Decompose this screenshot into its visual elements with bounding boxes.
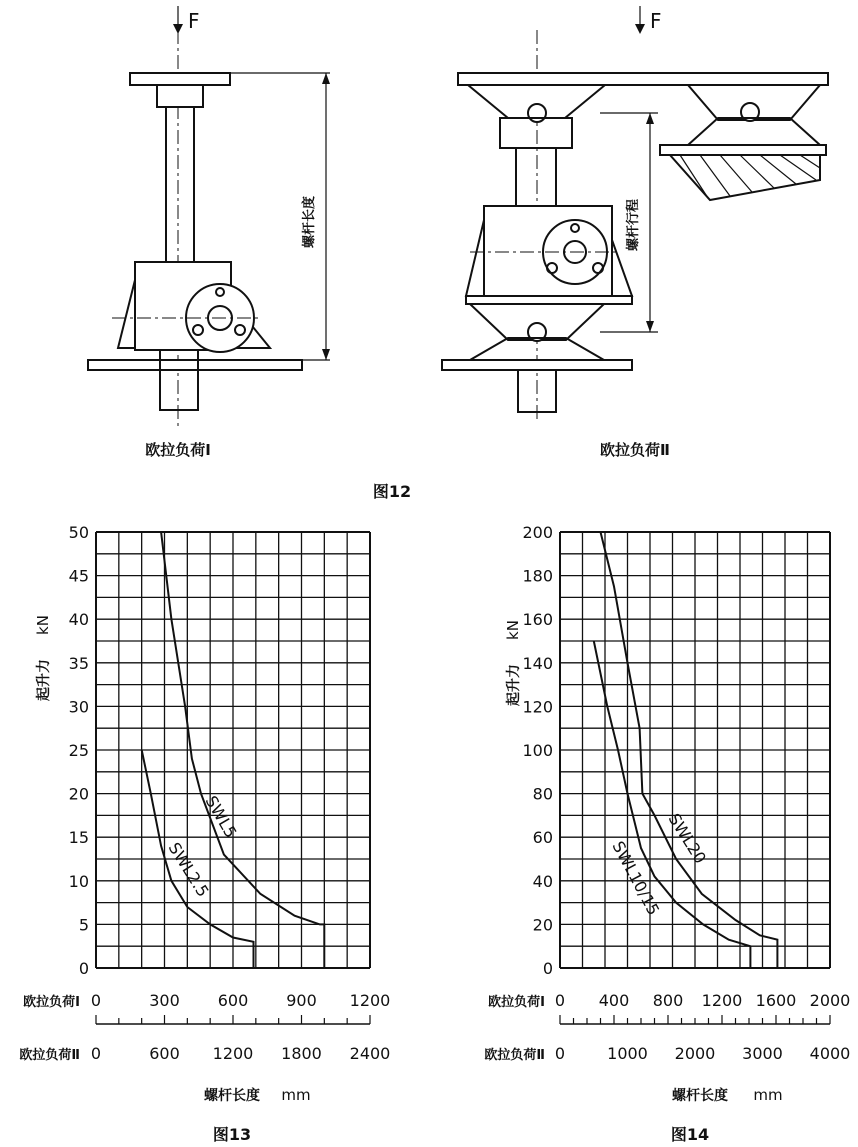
y-tick-label: 5 — [78, 915, 89, 935]
y-tick-label: 15 — [68, 828, 89, 848]
x-tick-label-case1: 1600 — [755, 991, 797, 1010]
x-axis-case1-label: 欧拉负荷Ⅰ — [488, 995, 545, 1010]
y-tick-label: 30 — [68, 697, 89, 717]
x-tick-label-case2: 4000 — [809, 1044, 851, 1063]
y-tick-label: 10 — [68, 871, 89, 891]
series-label: SWL5 — [201, 792, 241, 842]
x-tick-label-case1: 900 — [286, 991, 317, 1010]
x-tick-label-case2: 1000 — [607, 1044, 648, 1063]
figure-title: 图14 — [670, 1125, 710, 1144]
y-tick-label: 20 — [68, 784, 89, 804]
force-label-left: F — [188, 9, 200, 33]
x-tick-label-case1: 2000 — [809, 991, 851, 1010]
figure-12-title: 图12 — [372, 482, 412, 501]
y-tick-label: 200 — [522, 523, 553, 542]
y-tick-label: 160 — [522, 610, 553, 630]
x-axis-unit: mm — [753, 1086, 783, 1104]
x-tick-label-case2: 2400 — [349, 1044, 391, 1063]
y-axis-unit: kN — [34, 615, 52, 635]
y-tick-label: 35 — [68, 653, 89, 673]
x-tick-label-case2: 2000 — [674, 1044, 716, 1063]
caption-euler-load-1: 欧拉负荷Ⅰ — [145, 441, 211, 459]
screw-length-dimension-label: 螺杆长度 — [302, 195, 317, 249]
x-tick-label-case1: 0 — [90, 991, 102, 1010]
y-tick-label: 120 — [522, 697, 553, 717]
x-scale-ruler — [560, 1015, 830, 1024]
x-tick-label-case1: 1200 — [701, 991, 743, 1010]
y-axis-label: 起升力 — [506, 664, 522, 706]
y-tick-label: 0 — [78, 959, 89, 978]
x-axis-unit: mm — [281, 1086, 311, 1104]
grid — [560, 532, 830, 968]
chart-figure-14 — [484, 523, 850, 1144]
x-tick-label-case1: 1200 — [349, 991, 391, 1010]
x-scale-ruler — [96, 1015, 370, 1024]
y-tick-label: 50 — [68, 523, 89, 542]
series-label: SWL20 — [664, 810, 710, 867]
y-tick-label: 20 — [532, 915, 553, 935]
ground-hatching — [680, 155, 820, 198]
y-tick-label: 0 — [542, 959, 553, 978]
chart-figure-13 — [19, 523, 390, 1144]
figure-title: 图13 — [212, 1125, 252, 1144]
x-tick-label-case1: 600 — [217, 991, 249, 1010]
jack-diagram-load-case-2 — [442, 6, 828, 459]
y-axis-unit: kN — [504, 620, 522, 640]
caption-euler-load-2: 欧拉负荷Ⅱ — [600, 441, 670, 459]
y-tick-label: 60 — [532, 828, 553, 848]
y-tick-label: 25 — [68, 741, 89, 760]
x-tick-label-case2: 1200 — [212, 1044, 254, 1063]
y-tick-label: 40 — [68, 610, 89, 630]
x-tick-label-case1: 300 — [149, 991, 180, 1010]
x-axis-label: 螺杆长度 — [672, 1088, 728, 1104]
series-label: SWL2.5 — [164, 839, 213, 901]
jack-diagram-load-case-1 — [88, 6, 330, 459]
y-tick-label: 180 — [522, 566, 553, 586]
y-tick-label: 80 — [532, 784, 553, 804]
x-tick-label-case2: 0 — [90, 1044, 102, 1063]
x-tick-label-case1: 400 — [598, 991, 630, 1010]
y-tick-label: 40 — [532, 871, 553, 891]
x-tick-label-case2: 0 — [554, 1044, 566, 1063]
x-tick-label-case1: 0 — [554, 991, 566, 1010]
x-tick-label-case2: 600 — [149, 1044, 180, 1063]
y-tick-label: 100 — [522, 741, 553, 760]
x-axis-label: 螺杆长度 — [204, 1088, 260, 1104]
x-axis-case2-label: 欧拉负荷Ⅱ — [484, 1048, 545, 1063]
force-label-right: F — [650, 9, 662, 33]
screw-stroke-dimension-label: 螺杆行程 — [626, 198, 641, 252]
y-tick-label: 45 — [68, 566, 89, 586]
y-tick-label: 140 — [522, 653, 553, 673]
grid — [96, 532, 370, 968]
x-tick-label-case2: 1800 — [281, 1044, 322, 1063]
x-tick-label-case2: 3000 — [742, 1044, 783, 1063]
x-tick-label-case1: 800 — [652, 991, 684, 1010]
y-axis-label: 起升力 — [36, 659, 52, 701]
x-axis-case2-label: 欧拉负荷Ⅱ — [19, 1048, 80, 1063]
series-label: SWL10/15 — [608, 837, 664, 919]
x-axis-case1-label: 欧拉负荷Ⅰ — [23, 995, 80, 1010]
